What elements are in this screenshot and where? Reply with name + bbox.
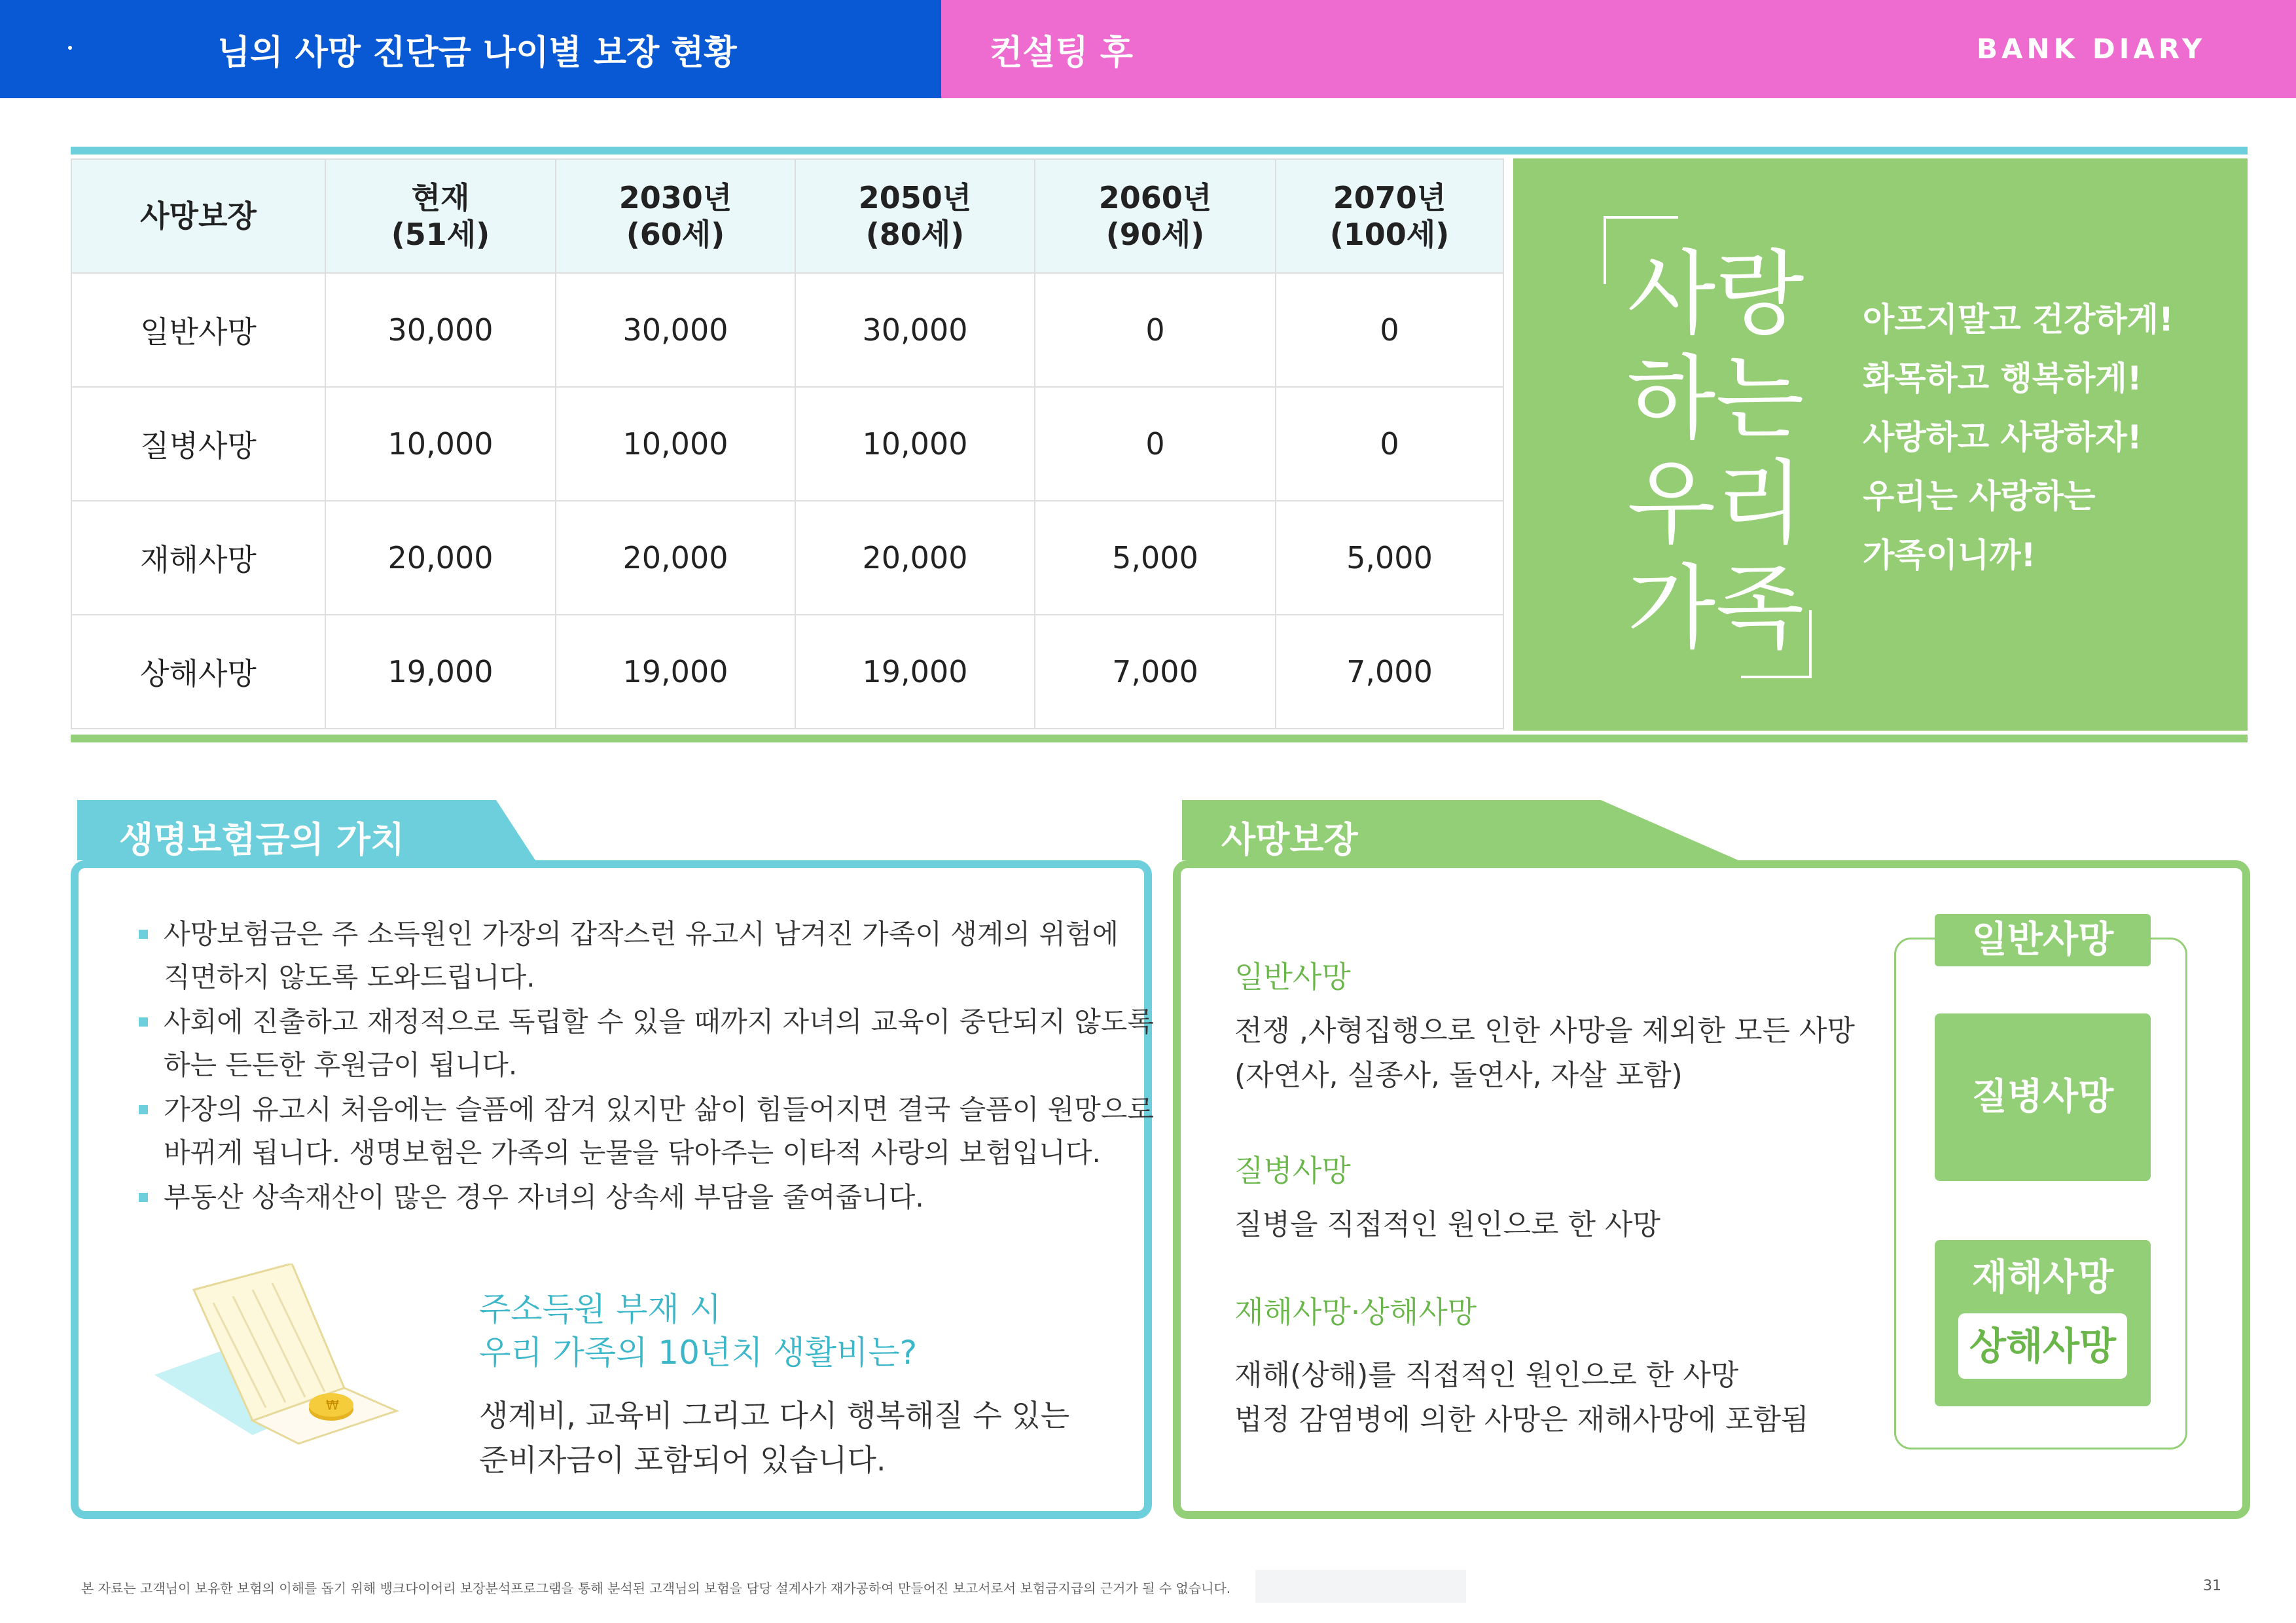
- table-row: [71, 615, 1503, 729]
- col-header: 현재 (51세): [325, 159, 556, 273]
- section-title: 사망보장: [1221, 819, 1358, 860]
- col-header: 2030년 (60세): [556, 159, 795, 273]
- col-header: 2070년 (100세): [1276, 159, 1503, 273]
- callout-text: 생계비, 교육비 그리고 다시 행복해질 수 있는: [479, 1398, 1070, 1433]
- table-cell: 0: [1276, 387, 1503, 501]
- table-cell: 19,000: [795, 615, 1035, 729]
- section-title: 생명보험금의 가치: [119, 819, 405, 860]
- bullet-text-cont: 바뀌게 됩니다. 생명보험은 가족의 눈물을 닦아주는 이타적 사랑의 보험입니다.: [164, 1137, 1101, 1169]
- table-cell: 0: [1035, 273, 1276, 387]
- bullet-text: 사망보험금은 주 소득원인 가장의 갑작스런 유고시 남겨진 가족이 생계의 위험에: [164, 918, 1119, 950]
- diagram-disease-box: 질병사망: [1935, 1013, 2151, 1181]
- bullet-icon: [139, 1105, 148, 1114]
- table-cell: 10,000: [795, 387, 1035, 501]
- table-cell: 30,000: [556, 273, 795, 387]
- bullet-text: 사회에 진출하고 재정적으로 독립할 수 있을 때까지 자녀의 교육이 중단되지 않도록: [164, 1006, 1154, 1038]
- table-top-rule: [71, 147, 2248, 155]
- table-cell: 20,000: [795, 501, 1035, 615]
- callout-title: 우리 가족의 10년치 생활비는?: [479, 1334, 918, 1372]
- promo-slogan: 우리는 사랑하는: [1863, 477, 2096, 515]
- table-row: [71, 501, 1503, 615]
- table-cell: 5,000: [1035, 501, 1276, 615]
- bullet-text: 부동산 상속재산이 많은 경우 자녀의 상속세 부담을 줄여줍니다.: [164, 1181, 924, 1213]
- promo-big-text: 가족: [1627, 555, 1804, 662]
- row-label: 질병사망: [71, 387, 325, 501]
- table-cell: 0: [1035, 387, 1276, 501]
- row-label: 재해사망: [71, 501, 325, 615]
- row-label: 상해사망: [71, 615, 325, 729]
- promo-slogan: 가족이니까!: [1863, 536, 2036, 574]
- header-dot: [68, 46, 72, 50]
- disclaimer: 본 자료는 고객님이 보유한 보험의 이해를 돕기 위해 뱅크다이어리 보장분석프로그램을 통해 분석된 고객님의 보험을 담당 설계사가 재가공하여 만들어진 보고서로서 보험금지급의 근거가 될 수 없습니다.: [81, 1580, 1231, 1596]
- bullet-text-cont: 하는 든든한 후원금이 됩니다.: [164, 1049, 518, 1081]
- bullet-text-cont: 직면하지 않도록 도와드립니다.: [164, 961, 535, 993]
- table-cell: 7,000: [1035, 615, 1276, 729]
- coverage-heading: 질병사망: [1234, 1153, 1351, 1188]
- table-cell: 0: [1276, 273, 1503, 387]
- coverage-desc: (자연사, 실종사, 돌연사, 자살 포함): [1234, 1059, 1683, 1092]
- table-cell: 5,000: [1276, 501, 1503, 615]
- col-header: 2060년 (90세): [1035, 159, 1276, 273]
- brand-logo: BANK DIARY: [1977, 33, 2206, 65]
- col-header: 사망보장: [71, 159, 325, 273]
- table-cell: 30,000: [795, 273, 1035, 387]
- bullet-text: 가장의 유고시 처음에는 슬픔에 잠겨 있지만 삶이 힘들어지면 결국 슬픔이 원망으로: [164, 1093, 1154, 1125]
- coverage-table: [71, 158, 1504, 729]
- coverage-desc: 법정 감염병에 의한 사망은 재해사망에 포함됨: [1234, 1403, 1809, 1436]
- table-row: [71, 387, 1503, 501]
- page-subtitle: 컨설팅 후: [990, 33, 1134, 73]
- footer-box: [1255, 1570, 1466, 1603]
- table-cell: 30,000: [325, 273, 556, 387]
- promo-big-text: 우리: [1627, 450, 1804, 557]
- table-row: [71, 273, 1503, 387]
- callout-title: 주소득원 부재 시: [479, 1290, 721, 1328]
- table-bottom-rule: [71, 735, 2248, 742]
- table-header-row: [71, 159, 1503, 273]
- col-header: 2050년 (80세): [795, 159, 1035, 273]
- coverage-desc: 전쟁 ,사형집행으로 인한 사망을 제외한 모든 사망: [1234, 1014, 1855, 1048]
- callout-text: 준비자금이 포함되어 있습니다.: [479, 1442, 886, 1478]
- table-cell: 10,000: [325, 387, 556, 501]
- row-label: 일반사망: [71, 273, 325, 387]
- diagram-accident-label: 재해사망: [1971, 1256, 2114, 1299]
- table-cell: 20,000: [556, 501, 795, 615]
- promo-slogan: 화목하고 행복하게!: [1863, 359, 2142, 397]
- bullet-icon: [139, 1193, 148, 1202]
- table-cell: 19,000: [556, 615, 795, 729]
- promo-big-text: 하는: [1627, 346, 1804, 452]
- promo-slogan: 아프지말고 건강하게!: [1863, 301, 2174, 338]
- page-number: 31: [2203, 1578, 2221, 1594]
- table-cell: 20,000: [325, 501, 556, 615]
- coverage-desc: 재해(상해)를 직접적인 원인으로 한 사망: [1234, 1359, 1739, 1392]
- diagram-outer-label: 일반사망: [1935, 914, 2151, 966]
- laptop-coin-illustration: [154, 1264, 403, 1447]
- diagram-injury-box: 상해사망: [1958, 1313, 2127, 1379]
- promo-slogan: 사랑하고 사랑하자!: [1863, 418, 2142, 456]
- bullet-icon: [139, 930, 148, 939]
- promo-big-text: 사랑: [1627, 241, 1804, 348]
- table-cell: 19,000: [325, 615, 556, 729]
- coverage-heading: 일반사망: [1234, 959, 1351, 994]
- bullet-icon: [139, 1017, 148, 1027]
- coverage-heading: 재해사망·상해사망: [1234, 1294, 1477, 1330]
- table-cell: 10,000: [556, 387, 795, 501]
- coverage-desc: 질병을 직접적인 원인으로 한 사망: [1234, 1208, 1660, 1241]
- table-cell: 7,000: [1276, 615, 1503, 729]
- svg-text:₩: ₩: [326, 1397, 339, 1413]
- page-title: 님의 사망 진단금 나이별 보장 현황: [217, 33, 737, 73]
